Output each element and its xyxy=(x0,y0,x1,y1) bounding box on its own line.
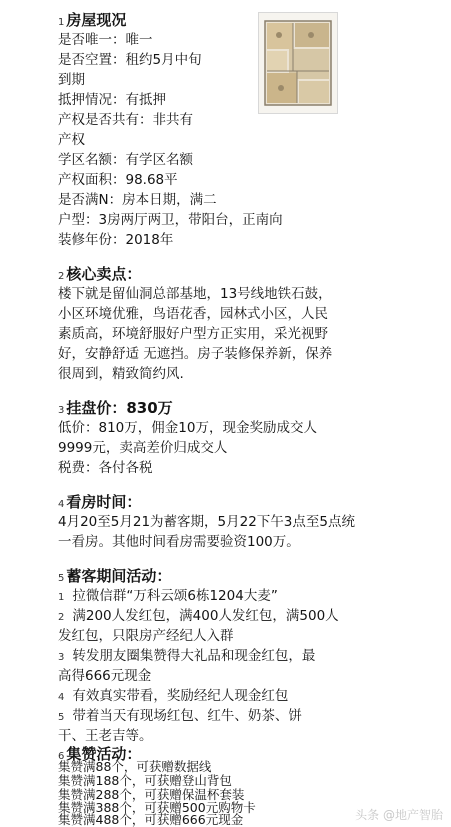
info-line: 是否满N：房本日期，满二 xyxy=(58,192,217,208)
info-line: 产权面积：98.68平 xyxy=(58,172,178,188)
activity-line: 高得666元现金 xyxy=(58,668,152,684)
info-line: 低价：810万，佣金10万，现金奖励成交人 xyxy=(58,420,317,436)
section-6-heading: 6 集赞活动： xyxy=(58,745,142,763)
reward-line: 集赞满188个，可获赠登山背包 xyxy=(58,773,232,788)
info-line: 一看房。其他时间看房需要验资100万。 xyxy=(58,534,300,550)
info-line: 素质高，环境舒服好户型方正实用，采光视野 xyxy=(58,326,328,342)
info-line: 是否空置：租约5月中旬 xyxy=(58,52,202,68)
info-line: 税费：各付各税 xyxy=(58,460,153,476)
activity-line: 发红包，只限房产经纪人入群 xyxy=(58,628,234,644)
info-line: 到期 xyxy=(58,72,85,88)
activity-line: 3 转发朋友圈集赞得大礼品和现金红包，最 xyxy=(58,648,316,664)
section-5-heading: 5 蓄客期间活动： xyxy=(58,567,172,585)
info-line: 9999元，卖高差价归成交人 xyxy=(58,440,228,456)
info-line: 抵押情况：有抵押 xyxy=(58,92,166,108)
activity-line: 2 满200人发红包，满400人发红包，满500人 xyxy=(58,608,339,624)
section-3-heading: 3 挂盘价：830万 xyxy=(58,399,173,417)
info-line: 是否唯一：唯一 xyxy=(58,32,153,48)
info-line: 好，安静舒适 无遮挡。房子装修保养新，保养 xyxy=(58,346,333,362)
section-2-heading: 2 核心卖点： xyxy=(58,265,142,283)
reward-line: 集赞满488个，可获赠666元现金 xyxy=(58,812,244,827)
info-line: 楼下就是留仙洞总部基地，13号线地铁石鼓， xyxy=(58,286,332,302)
section-1-heading: 1 房屋现况 xyxy=(58,11,127,29)
info-line: 装修年份：2018年 xyxy=(58,232,174,248)
info-line: 小区环境优雅，鸟语花香，园林式小区，人民 xyxy=(58,306,328,322)
info-line: 产权是否共有：非共有 xyxy=(58,112,193,128)
info-line: 产权 xyxy=(58,132,85,148)
activity-line: 5 带着当天有现场红包、红牛、奶茶、饼 xyxy=(58,708,302,724)
info-line: 4月20至5月21为蓄客期，5月22下午3点至5点统 xyxy=(58,514,355,530)
reward-line: 集赞满88个，可获赠数据线 xyxy=(58,759,212,774)
info-line: 学区名额：有学区名额 xyxy=(58,152,193,168)
section-4-heading: 4 看房时间： xyxy=(58,493,142,511)
info-line: 很周到，精致简约风. xyxy=(58,366,184,382)
activity-line: 1 拉微信群“万科云颂6栋1204大麦” xyxy=(58,588,278,604)
floor-plan-image xyxy=(258,12,338,114)
watermark-text: 头条 @地产智胎 xyxy=(355,808,443,822)
reward-line: 集赞满388个，可获赠500元购物卡 xyxy=(58,800,256,815)
info-line: 户型：3房两厅两卫，带阳台，正南向 xyxy=(58,212,283,228)
reward-line: 集赞满288个，可获赠保温杯套装 xyxy=(58,787,245,802)
activity-line: 4 有效真实带看，奖励经纪人现金红包 xyxy=(58,688,289,704)
activity-line: 干、王老吉等。 xyxy=(58,728,153,744)
